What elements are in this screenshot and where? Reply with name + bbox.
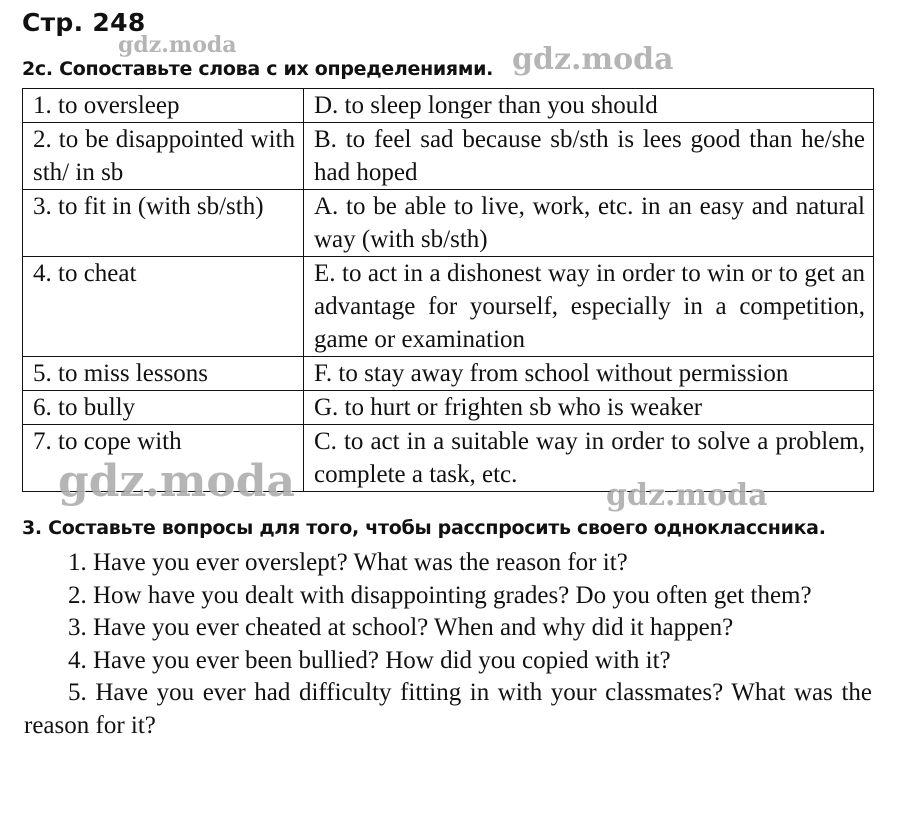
term-cell: 3. to fit in (with sb/sth) — [23, 190, 304, 257]
table-row — [23, 89, 874, 123]
definition-cell: G. to hurt or frighten sb who is weaker — [304, 391, 874, 425]
term-cell: 2. to be disappointed with sth/ in sb — [23, 123, 304, 190]
table-row — [23, 190, 874, 257]
term-cell: 4. to cheat — [23, 257, 304, 357]
table-row — [23, 257, 874, 357]
term-cell: 5. to miss lessons — [23, 357, 304, 391]
definition-cell: B. to feel sad because sb/sth is lees good than he/she had hoped — [304, 123, 874, 190]
task-2-heading: 2с. Сопоставьте слова с их определениями. — [22, 58, 493, 80]
page-title: Стр. 248 — [22, 8, 146, 37]
term-cell: 6. to bully — [23, 391, 304, 425]
watermark: gdz.moda — [118, 32, 237, 58]
watermark: gdz.moda — [512, 42, 674, 77]
answer-item: 3. Have you ever cheated at school? When and why did it happen? — [68, 614, 734, 641]
answer-list — [24, 547, 872, 742]
definition-cell: F. to stay away from school without permission — [304, 357, 874, 391]
matching-table — [22, 88, 874, 492]
answer-item: 4. Have you ever been bullied? How did you copied with it? — [68, 646, 671, 674]
watermark: gdz.moda — [58, 456, 296, 507]
table-row — [23, 123, 874, 190]
table-row — [23, 357, 874, 391]
task-3-heading: 3. Составьте вопросы для того, чтобы расспросить своего одноклассника. — [22, 517, 826, 539]
definition-cell: D. to sleep longer than you should — [304, 89, 874, 123]
watermark: gdz.moda — [606, 478, 768, 513]
definition-cell: A. to be able to live, work, etc. in an easy and natural way (with sb/sth) — [304, 190, 874, 257]
term-cell: 7. to cope with — [23, 425, 304, 492]
answer-item: 5. Have you ever had difficulty fitting in with your classmates? What was the reason for it? — [24, 679, 872, 739]
answer-item: 1. Have you ever overslept? What was the reason for it? — [68, 549, 628, 576]
term-cell: 1. to oversleep — [23, 89, 304, 123]
table-row — [23, 391, 874, 425]
table-row — [23, 425, 874, 492]
definition-cell: C. to act in a suitable way in order to solve a problem, complete a task, etc. — [304, 425, 874, 492]
answer-item: 2. How have you dealt with disappointing grades? Do you often get them? — [68, 581, 812, 609]
definition-cell: E. to act in a dishonest way in order to win or to get an advantage for yourself, especially in a competition, game or examination — [304, 257, 874, 357]
